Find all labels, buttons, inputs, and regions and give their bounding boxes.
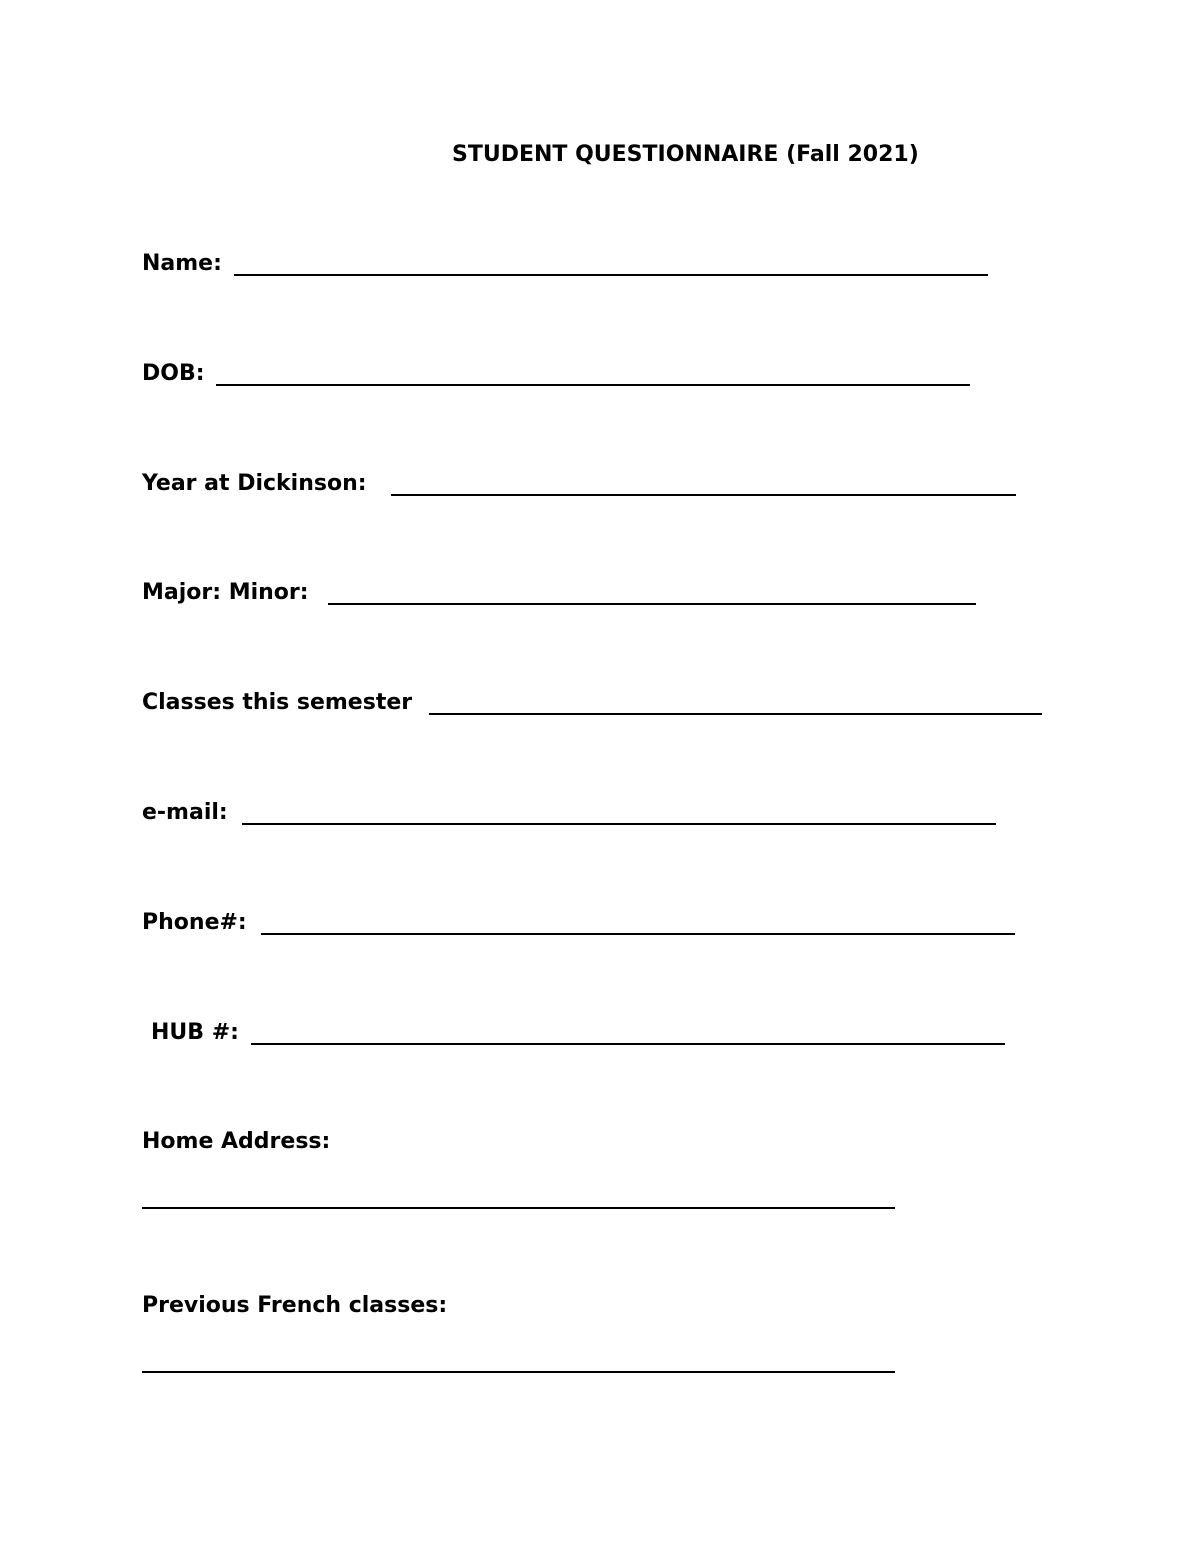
hub-label: HUB #: xyxy=(151,1020,239,1045)
hub-blank-line[interactable] xyxy=(251,1043,1005,1045)
classes-label: Classes this semester xyxy=(142,690,413,715)
dob-label: DOB: xyxy=(142,361,205,386)
previous-french-label: Previous French classes: xyxy=(142,1293,448,1318)
phone-label: Phone#: xyxy=(142,910,247,935)
previous-french-blank-line[interactable] xyxy=(142,1371,895,1373)
dob-blank-line[interactable] xyxy=(216,384,970,386)
classes-blank-line[interactable] xyxy=(429,713,1042,715)
major-minor-label: Major: Minor: xyxy=(142,580,309,605)
name-blank-line[interactable] xyxy=(234,274,988,276)
page-title: STUDENT QUESTIONNAIRE (Fall 2021) xyxy=(452,142,919,167)
major-minor-blank-line[interactable] xyxy=(328,603,976,605)
name-label: Name: xyxy=(142,251,222,276)
year-blank-line[interactable] xyxy=(391,494,1016,496)
year-label: Year at Dickinson: xyxy=(142,471,367,496)
home-address-label: Home Address: xyxy=(142,1129,331,1154)
previous-french-field-row xyxy=(142,1292,642,1322)
home-address-field-row xyxy=(142,1128,542,1158)
phone-blank-line[interactable] xyxy=(261,933,1015,935)
home-address-blank-line[interactable] xyxy=(142,1207,895,1209)
email-label: e-mail: xyxy=(142,800,228,825)
email-blank-line[interactable] xyxy=(242,823,996,825)
